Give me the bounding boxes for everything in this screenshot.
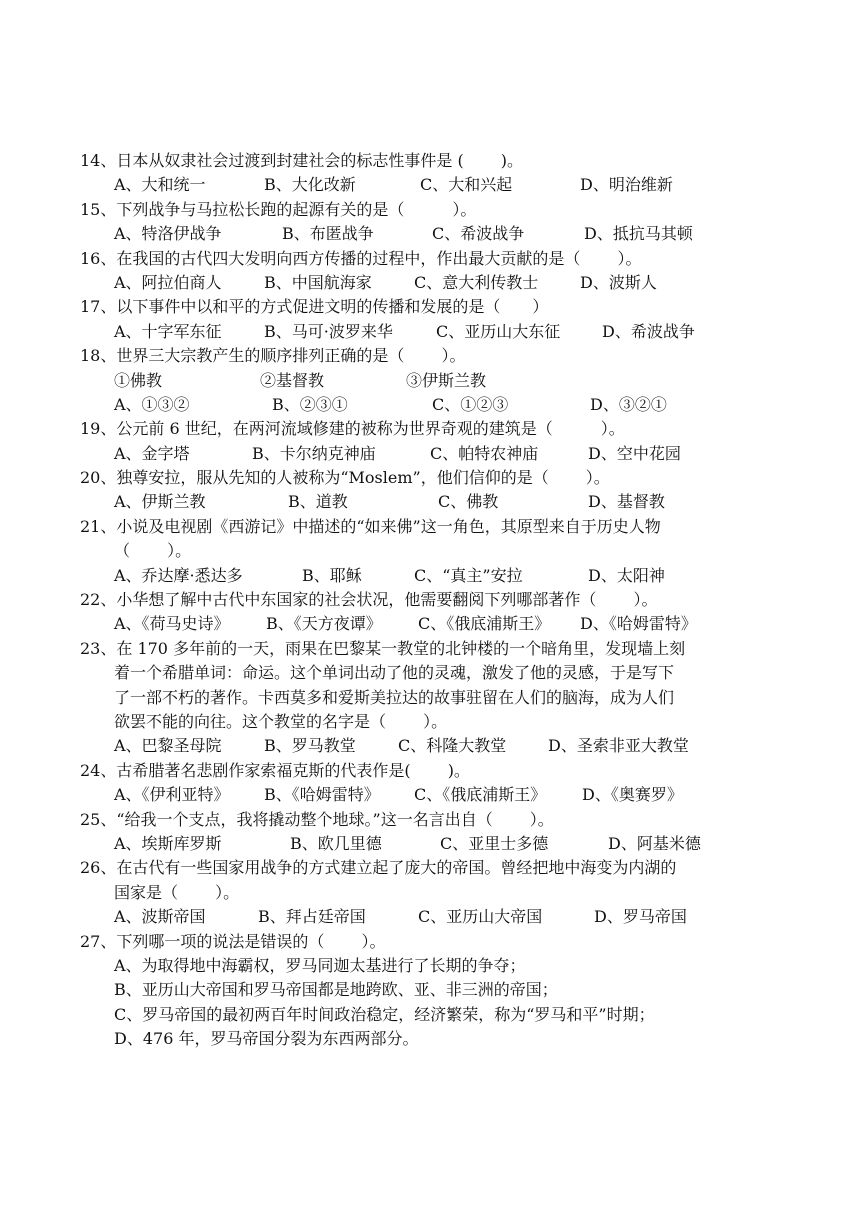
answer-option: C、《俄底浦斯王》 xyxy=(418,614,551,634)
question-item xyxy=(80,149,730,198)
question-item xyxy=(80,466,730,515)
answer-option: A、埃斯库罗斯 xyxy=(114,833,222,853)
question-stem: 22、小华想了解中古代中东国家的社会状况，他需要翻阅下列哪部著作（ ）。 xyxy=(80,590,658,610)
question-item xyxy=(80,856,730,929)
answer-option: A、为取得地中海霸权，罗马同迦太基进行了长期的争夺； xyxy=(114,955,526,975)
question-stem: 19、公元前 6 世纪，在两河流域修建的被称为世界奇观的建筑是（ ）。 xyxy=(80,419,625,439)
answer-option: C、①②③ xyxy=(432,394,509,414)
answer-option: D、阿基米德 xyxy=(608,833,701,853)
options-row xyxy=(80,320,730,344)
answer-option: C、佛教 xyxy=(438,492,499,512)
question-stem: 着一个希腊单词：命运。这个单词出动了他的灵魂，激发了他的灵感，于是写下 xyxy=(114,663,675,683)
answer-option: D、③②① xyxy=(590,394,667,414)
answer-option: C、帕特农神庙 xyxy=(430,443,539,463)
answer-option: A、阿拉伯商人 xyxy=(114,272,222,292)
answer-option: D、太阳神 xyxy=(588,565,665,585)
options-row xyxy=(80,783,730,807)
answer-option: A、特洛伊战争 xyxy=(114,224,222,244)
answer-option: B、拜占廷帝国 xyxy=(258,907,366,927)
answer-option: C、亚里士多德 xyxy=(440,833,549,853)
question-item xyxy=(80,588,730,637)
question-stem: 21、小说及电视剧《西游记》中描述的“如来佛”这一角色，其原型来自于历史人物 xyxy=(80,516,661,536)
answer-option: B、欧几里德 xyxy=(290,833,382,853)
answer-option: B、布匿战争 xyxy=(282,224,374,244)
question-item xyxy=(80,808,730,857)
answer-option: D、抵抗马其顿 xyxy=(584,224,693,244)
answer-option: B、《哈姆雷特》 xyxy=(264,785,380,805)
answer-option: B、大化改新 xyxy=(264,175,356,195)
options-row xyxy=(80,271,730,295)
question-item xyxy=(80,344,730,417)
statement-item: ②基督教 xyxy=(260,370,325,390)
answer-option: B、耶稣 xyxy=(302,565,362,585)
question-item xyxy=(80,637,730,759)
answer-option: B、亚历山大帝国和罗马帝国都是地跨欧、亚、非三洲的帝国； xyxy=(114,980,558,1000)
answer-option: D、波斯人 xyxy=(580,272,657,292)
answer-option: A、巴黎圣母院 xyxy=(114,736,222,756)
answer-option: A、金字塔 xyxy=(114,443,190,463)
answer-option: D、《哈姆雷特》 xyxy=(580,614,697,634)
answer-option: D、圣索非亚大教堂 xyxy=(548,736,689,756)
question-item xyxy=(80,515,730,588)
answer-option: C、《俄底浦斯王》 xyxy=(414,785,547,805)
options-row xyxy=(80,393,730,417)
answer-option: B、中国航海家 xyxy=(264,272,372,292)
answer-option: D、《奥赛罗》 xyxy=(582,785,683,805)
question-stem: 26、在古代有一些国家用战争的方式建立起了庞大的帝国。曾经把地中海变为内湖的 xyxy=(80,858,677,878)
statement-item: ③伊斯兰教 xyxy=(406,370,487,390)
options-row xyxy=(80,905,730,929)
answer-option: D、476 年，罗马帝国分裂为东西两部分。 xyxy=(114,1029,419,1049)
answer-option: C、罗马帝国的最初两百年时间政治稳定，经济繁荣，称为“罗马和平”时期； xyxy=(114,1004,655,1024)
answer-option: D、基督教 xyxy=(588,492,665,512)
answer-option: B、卡尔纳克神庙 xyxy=(252,443,376,463)
question-stem: 20、独尊安拉，服从先知的人被称为“Moslem”，他们信仰的是（ ）。 xyxy=(80,468,610,488)
question-stem: 27、下列哪一项的说法是错误的（ ）。 xyxy=(80,931,386,951)
options-row xyxy=(80,734,730,758)
answer-option: A、十字军东征 xyxy=(114,321,222,341)
question-item xyxy=(80,198,730,247)
statement-row xyxy=(80,369,730,393)
answer-option: A、伊斯兰教 xyxy=(114,492,206,512)
answer-option: C、意大利传教士 xyxy=(414,272,539,292)
answer-option: B、②③① xyxy=(272,394,348,414)
question-item xyxy=(80,247,730,296)
answer-option: B、道教 xyxy=(288,492,348,512)
question-stem: 14、日本从奴隶社会过渡到封建社会的标志性事件是 ( )。 xyxy=(80,151,524,170)
question-stem: 了一部不朽的著作。卡西莫多和爱斯美拉达的故事驻留在人们的脑海，成为人们 xyxy=(114,687,675,707)
answer-option: B、《天方夜谭》 xyxy=(266,614,382,634)
answer-option: C、大和兴起 xyxy=(420,175,513,195)
question-item xyxy=(80,417,730,466)
answer-option: D、明治维新 xyxy=(580,175,673,195)
question-stem: （ ）。 xyxy=(114,541,192,561)
answer-option: D、希波战争 xyxy=(602,321,695,341)
options-row xyxy=(80,612,730,636)
options-row xyxy=(80,442,730,466)
options-row xyxy=(80,490,730,514)
answer-option: C、希波战争 xyxy=(432,224,525,244)
question-stem: 25、“给我一个支点，我将撬动整个地球。”这一名言出自（ ）。 xyxy=(80,809,554,829)
answer-option: C、“真主”安拉 xyxy=(414,565,523,585)
question-item xyxy=(80,930,730,1052)
question-stem: 欲罢不能的向往。这个教堂的名字是（ ）。 xyxy=(114,712,448,731)
answer-option: B、罗马教堂 xyxy=(264,736,356,756)
question-stem: 17、以下事件中以和平的方式促进文明的传播和发展的是（ ） xyxy=(80,297,549,317)
answer-option: D、空中花园 xyxy=(588,443,681,463)
question-stem: 16、在我国的古代四大发明向西方传播的过程中，作出最大贡献的是（ ）。 xyxy=(80,248,642,268)
question-list xyxy=(80,149,730,1051)
question-stem: 18、世界三大宗教产生的顺序排列正确的是（ ）。 xyxy=(80,346,466,366)
question-stem: 国家是（ ）。 xyxy=(114,882,240,902)
answer-option: A、波斯帝国 xyxy=(114,907,206,927)
question-stem: 15、下列战争与马拉松长跑的起源有关的是（ ）。 xyxy=(80,199,477,219)
options-row xyxy=(80,173,730,197)
answer-option: C、科隆大教堂 xyxy=(398,736,507,756)
answer-option: D、罗马帝国 xyxy=(594,907,687,927)
answer-option: C、亚历山大帝国 xyxy=(418,907,543,927)
answer-option: A、《荷马史诗》 xyxy=(114,614,230,634)
options-row xyxy=(80,222,730,246)
options-row xyxy=(80,564,730,588)
question-stem: 23、在 170 多年前的一天，雨果在巴黎某一教堂的北钟楼的一个暗角里，发现墙上刻 xyxy=(80,638,686,658)
answer-option: A、乔达摩·悉达多 xyxy=(114,565,243,585)
options-row xyxy=(80,832,730,856)
answer-option: B、马可·波罗来华 xyxy=(264,321,393,341)
answer-option: C、亚历山大东征 xyxy=(436,321,561,341)
question-item xyxy=(80,759,730,808)
question-stem: 24、古希腊著名悲剧作家索福克斯的代表作是( )。 xyxy=(80,760,470,780)
statement-item: ①佛教 xyxy=(114,370,163,390)
answer-option: A、①③② xyxy=(114,394,190,414)
answer-option: A、《伊利亚特》 xyxy=(114,785,230,805)
question-item xyxy=(80,295,730,344)
answer-option: A、大和统一 xyxy=(114,175,206,195)
